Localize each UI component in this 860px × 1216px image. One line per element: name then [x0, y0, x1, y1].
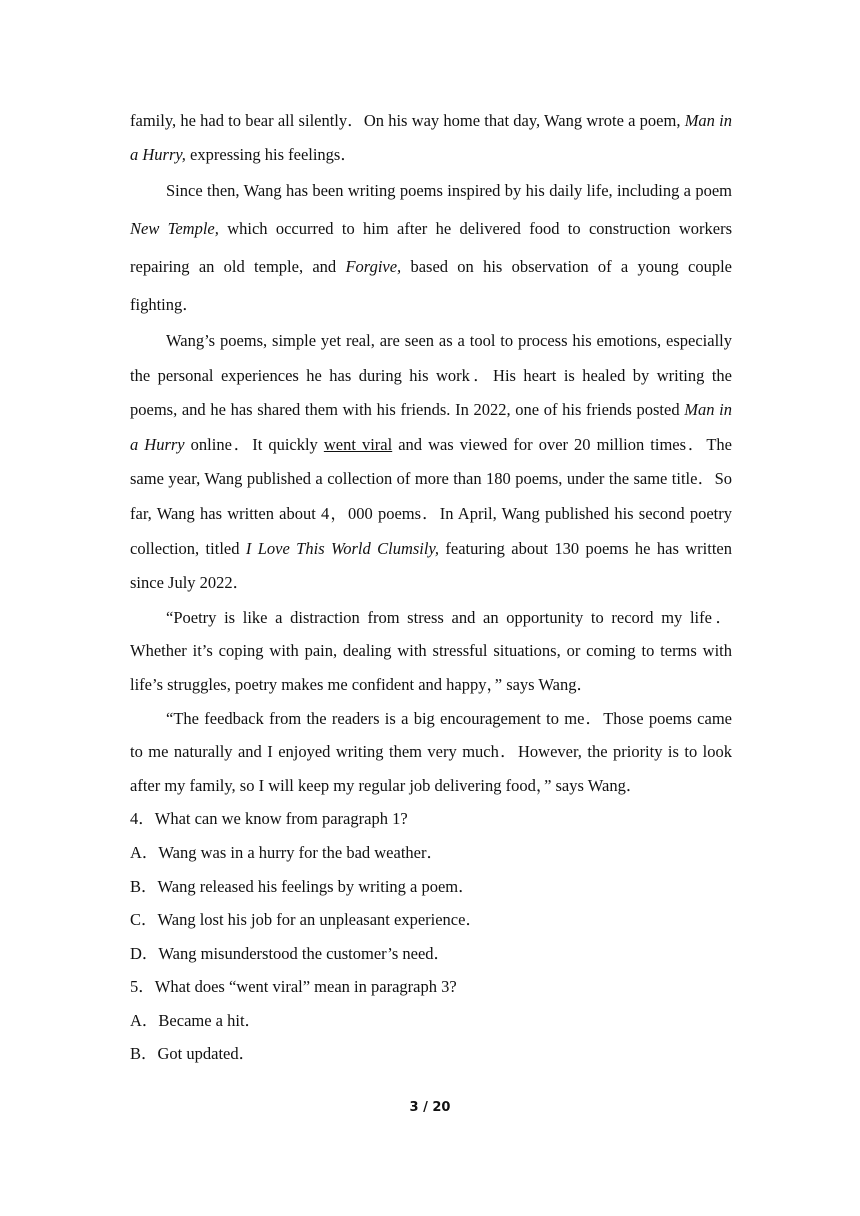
paragraph-5: “The feedback from the readers is a big encouragement to me．Those poems came to me naturally and I enjoyed writing them very much．However, the priority is to look after my family, so I will keep my regular job delivering food，” says Wang． — [130, 708, 732, 795]
text-run: Since then, Wang has been writing poems inspired by his daily life, including a poem — [166, 181, 732, 200]
question-4-option-b: B．Wang released his feelings by writing a poem． — [130, 876, 475, 896]
passage — [130, 104, 732, 1071]
text-run: expressing his feelings． — [185, 145, 357, 164]
text-run: based on his observation of a young couple fighting． — [130, 257, 732, 314]
text-run: family, he had to bear all silently．On his way home that day, Wang wrote a poem, — [130, 111, 685, 130]
paragraph-3 — [130, 324, 732, 601]
poem-title: Forgive, — [345, 257, 402, 276]
poem-title: Man in a Hurry, — [130, 111, 732, 164]
text-run: and was viewed for over 20 million times．The same year, Wang published a collection of more than 180 poems, under the same title．So far, Wang has written about 4，000 poems．In April, Wang published his second poetry collection, titled — [130, 434, 732, 558]
poem-title: I Love This World Clumsily, — [245, 538, 439, 558]
poem-title: New Temple, — [130, 219, 219, 238]
page-number: 3 / 20 — [409, 1100, 451, 1115]
text-run: Wang’s poems, simple yet real, are seen as a tool to process his emotions, especially the personal experiences he has during his work．His heart is healed by writing the poems, and he has shared them with his friends. In 2022, one of his friends posted — [130, 331, 732, 420]
underlined-phrase: went viral — [323, 434, 393, 454]
paragraph-2 — [130, 172, 732, 324]
text-run: which occurred to him after he delivered food to construction workers repairing an old temple, and — [130, 219, 732, 276]
question-4-option-d: D．Wang misunderstood the customer’s need． — [130, 943, 451, 963]
paragraph-4: “Poetry is like a distraction from stress and an opportunity to record my life．Whether it’s coping with pain, dealing with stressful situations, or coming to terms with life’s struggles, poetry makes me confident and happy，” says Wang． — [130, 607, 732, 694]
text-run: online．It quickly — [184, 434, 324, 454]
question-4-stem: 4．What can we know from paragraph 1? — [130, 809, 408, 829]
question-4-option-c: C．Wang lost his job for an unpleasant experience． — [130, 910, 482, 930]
question-5-option-b: B．Got updated． — [130, 1044, 256, 1064]
question-5-option-a: A．Became a hit． — [130, 1010, 262, 1030]
text-run: featuring about 130 poems he has written since July 2022． — [130, 538, 732, 593]
paragraph-1-continued — [130, 104, 732, 172]
questions — [130, 802, 732, 1071]
question-4-option-a: A．Wang was in a hurry for the bad weather． — [130, 842, 443, 862]
poem-title: Man in a Hurry — [130, 400, 732, 454]
question-5-stem: 5．What does “went viral” mean in paragraph 3? — [130, 977, 457, 997]
